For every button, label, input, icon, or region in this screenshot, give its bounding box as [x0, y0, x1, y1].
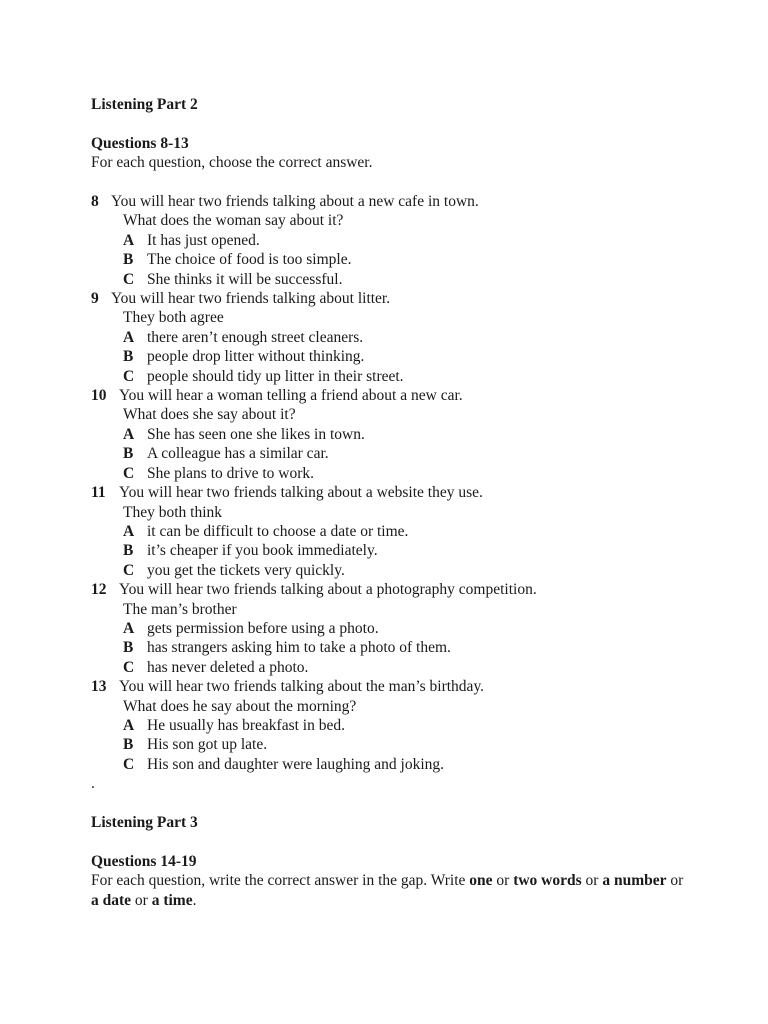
option-c [91, 464, 691, 483]
option-b [91, 250, 691, 269]
question-number: 10 [91, 387, 107, 405]
option-a [91, 328, 691, 347]
option-letter: A [123, 619, 135, 637]
question-prompt: What does the woman say about it? [123, 212, 344, 230]
trailing-mark: . [91, 775, 95, 793]
option-letter: A [123, 231, 135, 249]
emphasis-a-date: a date [91, 891, 132, 909]
option-text: it’s cheaper if you book immediately. [147, 542, 378, 560]
option-letter: C [123, 658, 135, 676]
option-text: His son and daughter were laughing and joking. [147, 755, 445, 773]
option-letter: C [123, 561, 135, 579]
option-letter: C [123, 367, 135, 385]
option-text: It has just opened. [147, 231, 260, 249]
option-letter: A [123, 716, 135, 734]
option-text: has strangers asking him to take a photo of them. [147, 639, 451, 657]
question-prompt: They both agree [123, 309, 224, 327]
question-prompt: What does he say about the morning? [123, 697, 357, 715]
option-a [91, 619, 691, 638]
question-number: 12 [91, 581, 107, 599]
question-stem: You will hear two friends talking about a new cafe in town. [111, 193, 479, 210]
option-text: there aren’t enough street cleaners. [147, 328, 364, 346]
part3-questions-label: Questions 14-19 [91, 852, 197, 870]
question-13 [91, 677, 691, 774]
option-letter: C [123, 270, 135, 288]
question-12 [91, 580, 691, 677]
question-number: 11 [91, 484, 106, 502]
option-b [91, 735, 691, 754]
question-prompt: The man’s brother [123, 600, 237, 618]
option-text: She plans to drive to work. [147, 464, 315, 482]
question-stem: You will hear a woman telling a friend about a new car. [119, 387, 463, 405]
question-9 [91, 289, 691, 386]
part2-intro: For each question, choose the correct answer. [91, 154, 373, 172]
option-c [91, 658, 691, 677]
question-number: 13 [91, 678, 107, 696]
question-stem: You will hear two friends talking about a photography competition. [119, 581, 537, 599]
emphasis-a-time: a time [151, 891, 193, 909]
option-letter: A [123, 522, 135, 540]
option-text: His son got up late. [147, 736, 268, 754]
option-a [91, 522, 691, 541]
option-text: The choice of food is too simple. [147, 251, 352, 269]
option-letter: B [123, 736, 134, 754]
option-letter: B [123, 639, 134, 657]
option-text: people drop litter without thinking. [147, 348, 365, 366]
option-letter: B [123, 445, 134, 463]
option-text: it can be difficult to choose a date or time. [147, 522, 409, 540]
option-c [91, 367, 691, 386]
question-11 [91, 483, 691, 580]
option-text: people should tidy up litter in their street. [147, 367, 404, 385]
option-letter: B [123, 348, 134, 366]
emphasis-one: one [469, 872, 493, 890]
option-b [91, 638, 691, 657]
option-text: has never deleted a photo. [147, 658, 309, 676]
option-c [91, 270, 691, 289]
option-c [91, 561, 691, 580]
option-letter: A [123, 328, 135, 346]
option-a [91, 716, 691, 735]
question-10 [91, 386, 691, 483]
part3-title: Listening Part 3 [91, 813, 198, 831]
option-c [91, 755, 691, 774]
part2-questions-label: Questions 8-13 [91, 134, 189, 152]
question-stem: You will hear two friends talking about litter. [111, 290, 391, 308]
question-stem: You will hear two friends talking about the man’s birthday. [119, 678, 485, 696]
option-text: She has seen one she likes in town. [147, 425, 365, 443]
option-b [91, 541, 691, 560]
question-number: 8 [91, 193, 99, 210]
option-text: She thinks it will be successful. [147, 270, 343, 288]
question-number: 9 [91, 290, 99, 308]
part3-instruction: For each question, write the correct answer in the gap. Write one or two words or a number or a date or a time. [91, 872, 684, 909]
option-letter: C [123, 755, 135, 773]
emphasis-two-words: two words [513, 872, 582, 890]
option-b [91, 347, 691, 366]
option-a [91, 231, 691, 250]
option-a [91, 425, 691, 444]
option-text: you get the tickets very quickly. [147, 561, 345, 579]
question-prompt: What does she say about it? [123, 406, 296, 424]
option-text: gets permission before using a photo. [147, 619, 379, 637]
option-text: A colleague has a similar car. [147, 445, 329, 463]
part2-title: Listening Part 2 [91, 96, 198, 113]
emphasis-a-number: a number [602, 872, 667, 890]
option-letter: B [123, 542, 134, 560]
question-prompt: They both think [123, 503, 223, 521]
option-letter: B [123, 251, 134, 269]
option-letter: C [123, 464, 135, 482]
question-stem: You will hear two friends talking about a website they use. [119, 484, 483, 502]
option-text: He usually has breakfast in bed. [147, 716, 345, 734]
worksheet [91, 95, 691, 929]
option-letter: A [123, 425, 135, 443]
question-8 [91, 192, 691, 289]
option-b [91, 444, 691, 463]
